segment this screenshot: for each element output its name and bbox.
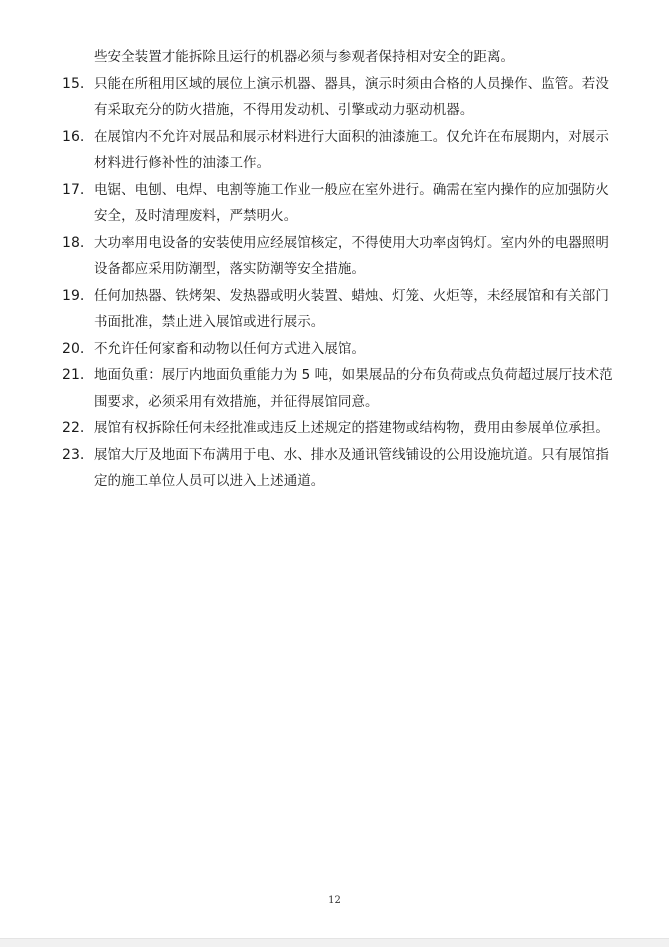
numbered-list [62, 71, 612, 495]
list-item [62, 362, 612, 415]
item-text-line: 在展馆内不允许对展品和展示材料进行大面积的油漆施工。仅允许在布展期内，对展示 [94, 128, 609, 145]
item-number: 23. [62, 446, 85, 463]
page-number: 12 [328, 895, 341, 906]
item-text-line: 展馆大厅及地面下布满用于电、水、排水及通讯管线铺设的公用设施坑道。只有展馆指 [94, 446, 609, 463]
item-text-line: 围要求，必须采用有效措施，并征得展馆同意。 [94, 393, 379, 410]
continuation-line: 些安全装置才能拆除且运行的机器必须与参观者保持相对安全的距离。 [94, 49, 515, 65]
list-item [62, 177, 612, 230]
item-text-line: 任何加热器、铁烤架、发热器或明火装置、蜡烛、灯笼、火炬等，未经展馆和有关部门 [94, 287, 609, 304]
list-item [62, 124, 612, 177]
item-number: 21. [62, 367, 85, 383]
item-number: 16. [62, 128, 85, 145]
item-number: 18. [62, 234, 85, 251]
item-text-line: 书面批准，禁止进入展馆或进行展示。 [94, 314, 325, 330]
item-text-line: 安全，及时清理废料，严禁明火。 [94, 208, 298, 224]
list-item [62, 415, 612, 442]
item-text-line: 电锯、电刨、电焊、电割等施工作业一般应在室外进行。确需在室内操作的应加强防火 [94, 181, 609, 198]
item-text-line: 展馆有权拆除任何未经批准或违反上述规定的搭建物或结构物，费用由参展单位承担。 [94, 420, 609, 436]
item-number: 20. [62, 340, 85, 357]
item-text-line: 大功率用电设备的安装使用应经展馆核定，不得使用大功率卤钨灯。室内外的电器照明 [94, 234, 609, 251]
item-number: 22. [62, 420, 85, 436]
item-number: 15. [62, 75, 85, 92]
item-text-line: 材料进行修补性的油漆工作。 [94, 155, 271, 171]
item-text-line: 只能在所租用区域的展位上演示机器、器具，演示时须由合格的人员操作、监管。若没 [94, 75, 609, 92]
item-text-line: 不允许任何家畜和动物以任何方式进入展馆。 [94, 340, 365, 357]
list-item [62, 336, 612, 363]
regulations-text [62, 44, 612, 495]
item-number: 17. [62, 181, 85, 198]
item-text-line: 定的施工单位人员可以进入上述通道。 [94, 473, 325, 489]
list-item [62, 230, 612, 283]
list-item [62, 71, 612, 124]
item-text-line: 有采取充分的防火措施，不得用发动机、引擎或动力驱动机器。 [94, 102, 474, 118]
page-bottom-edge [0, 938, 669, 947]
item-number: 19. [62, 287, 85, 304]
item-text-line: 地面负重：展厅内地面负重能力为 5 吨，如果展品的分布负荷或点负荷超过展厅技术范 [94, 367, 613, 383]
item-text-line: 设备都应采用防潮型，落实防潮等安全措施。 [94, 261, 365, 277]
list-item [62, 283, 612, 336]
list-item [62, 442, 612, 495]
